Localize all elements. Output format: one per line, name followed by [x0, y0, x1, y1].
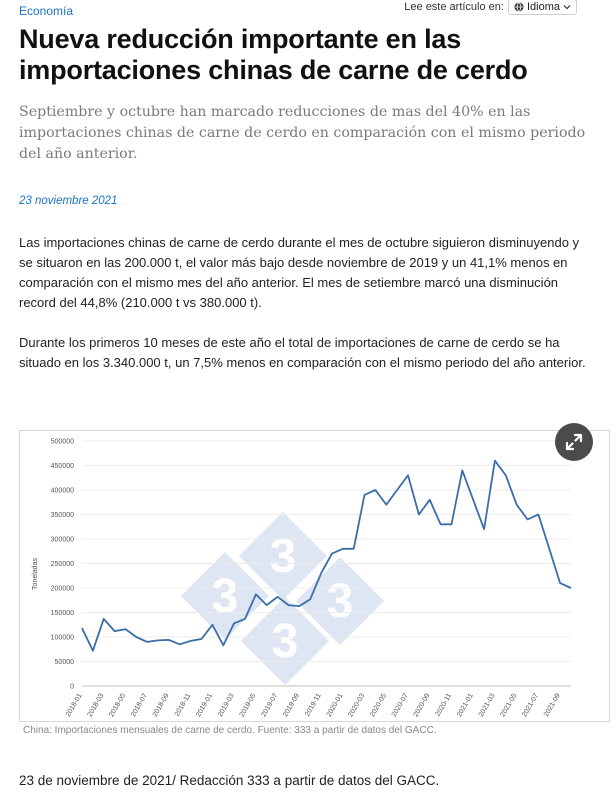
- chevron-down-icon: [563, 3, 571, 11]
- x-tick-label: 2018-05: [108, 692, 128, 719]
- y-tick-label: 50000: [54, 659, 74, 666]
- x-tick-label: 2021-09: [542, 692, 562, 719]
- y-tick-label: 150000: [50, 610, 74, 617]
- y-tick-label: 0: [70, 683, 74, 691]
- x-tick-label: 2020-03: [347, 692, 367, 719]
- x-tick-label: 2020-07: [390, 692, 410, 719]
- y-tick-label: 300000: [50, 536, 74, 544]
- x-tick-label: 2021-05: [499, 692, 519, 719]
- x-tick-label: 2021-03: [477, 692, 497, 719]
- article-subtitle: Septiembre y octubre han marcado reducciones de mas del 40% en las importaciones chinas de carne de cerdo en comparación con el mismo periodo del año anterior.: [19, 104, 586, 162]
- language-label: Lee este artículo en:: [404, 1, 504, 13]
- chart-container: [19, 430, 610, 722]
- x-tick-label: 2020-05: [369, 692, 388, 719]
- x-tick-label: 2018-11: [173, 692, 193, 718]
- y-tick-label: 500000: [50, 438, 74, 446]
- x-tick-label: 2019-03: [216, 692, 236, 719]
- x-tick-label: 2019-07: [260, 692, 280, 719]
- watermark-glyph: 3: [211, 570, 239, 623]
- x-tick-label: 2020-09: [412, 692, 432, 719]
- article-date: 23 noviembre 2021: [19, 195, 118, 207]
- article-paragraph-2: Durante los primeros 10 meses de este año el total de importaciones de carne de cerdo se ha situado en los 3.340.000 t, un 7,5% menos en comparación con el mismo periodo del año anterior.: [19, 335, 586, 370]
- y-axis-label: Toneladas: [32, 558, 39, 590]
- x-tick-label: 2021-07: [521, 692, 541, 719]
- line-chart: [20, 431, 609, 721]
- x-tick-label: 2020-01: [325, 692, 345, 719]
- language-selector: [404, 0, 577, 15]
- watermark-glyph: 3: [326, 575, 354, 628]
- x-tick-label: 2019-11: [304, 692, 323, 718]
- article-paragraph-1: Las importaciones chinas de carne de cerdo durante el mes de octubre siguieron disminuyendo y se situaron en las 200.000 t, el valor más bajo desde noviembre de 2019 y un 41,1% menos en comparación con el mismo mes del año anterior. El mes de setiembre marcó una disminución record del 44,8% (210.000 t vs 380.000 t).: [19, 235, 580, 310]
- chart-caption: China: Importaciones mensuales de carne de cerdo. Fuente: 333 a partir de datos del GACC.: [23, 725, 437, 736]
- category-link[interactable]: Economía: [19, 4, 74, 18]
- x-tick-label: 2019-05: [238, 692, 258, 719]
- x-tick-label: 2018-01: [64, 692, 84, 719]
- watermark-glyph: 3: [271, 615, 299, 668]
- y-tick-label: 250000: [50, 561, 74, 568]
- article-footer: 23 de noviembre de 2021/ Redacción 333 a partir de datos del GACC.: [19, 773, 440, 788]
- watermark-logo: [181, 512, 384, 685]
- globe-icon: [514, 2, 524, 12]
- y-tick-label: 200000: [50, 585, 74, 593]
- y-tick-label: 400000: [50, 487, 74, 495]
- y-tick-label: 350000: [50, 512, 74, 519]
- x-tick-label: 2021-01: [456, 692, 475, 719]
- article-title: Nueva reducción importante en las importaciones chinas de carne de cerdo: [19, 24, 528, 85]
- x-tick-label: 2018-07: [130, 692, 149, 719]
- expand-image-button[interactable]: [555, 423, 593, 461]
- x-tick-label: 2019-01: [195, 692, 215, 719]
- watermark-glyph: 3: [269, 530, 297, 583]
- language-button-label: Idioma: [526, 1, 560, 13]
- expand-icon: [564, 432, 584, 452]
- y-tick-label: 450000: [50, 463, 74, 470]
- x-tick-label: 2018-09: [151, 692, 171, 719]
- language-button[interactable]: [508, 0, 577, 15]
- y-tick-label: 100000: [50, 634, 74, 642]
- x-tick-label: 2019-09: [282, 692, 302, 719]
- x-tick-label: 2020-11: [434, 692, 454, 718]
- x-tick-label: 2018-03: [86, 692, 106, 719]
